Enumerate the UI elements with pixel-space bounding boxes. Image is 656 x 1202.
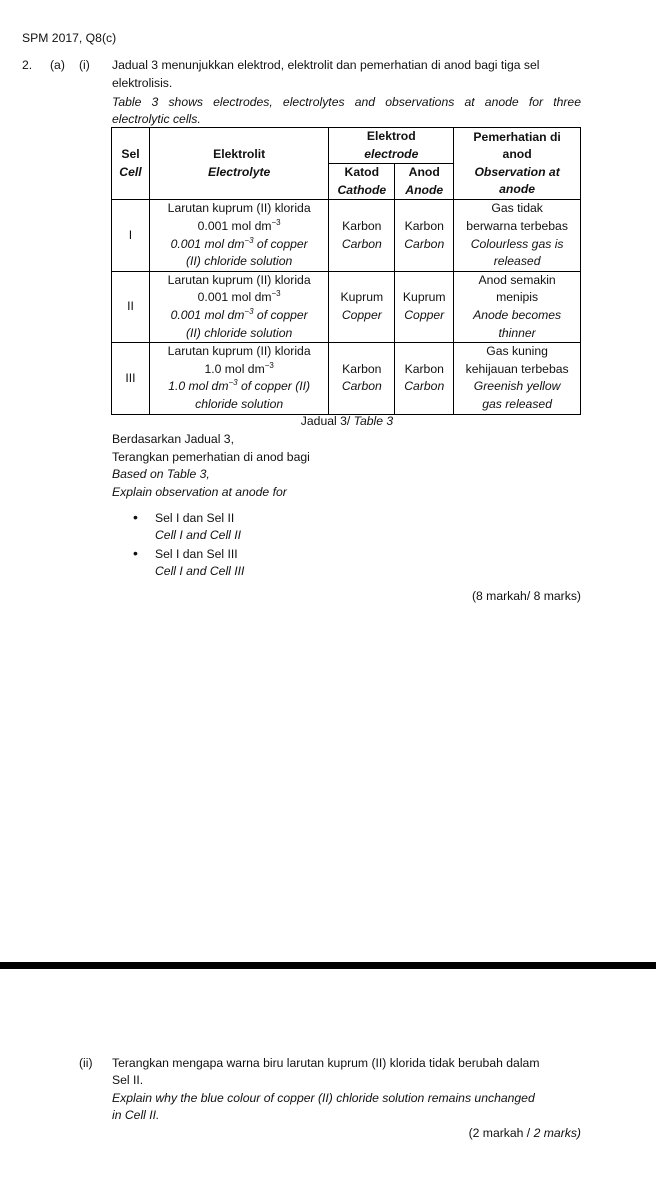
anode-cell: Karbon Carbon (395, 343, 454, 414)
header-electrolyte: Elektrolit Electrolyte (149, 128, 328, 200)
header-anode: Anod Anode (395, 164, 454, 200)
intro-en-line2: electrolytic cells. (112, 112, 201, 126)
part-ii-ms-1: Terangkan mengapa warna biru larutan kuprum (II) klorida tidak berubah dalam (112, 1056, 540, 1070)
observation-cell: Anod semakin menipis Anode becomes thinner (454, 271, 581, 342)
marks-a: (8 markah/ 8 marks) (471, 589, 581, 603)
cathode-cell: Karbon Carbon (329, 200, 395, 271)
bullet-1-en: Cell I and Cell II (155, 528, 242, 542)
part-ii-en-2: in Cell II. (112, 1108, 160, 1122)
table-row (112, 271, 581, 342)
bullet-icon: • (133, 545, 138, 561)
question-subpart: (i) (79, 58, 90, 72)
observation-cell: Gas tidak berwarna terbebas Colourless gas is released (454, 200, 581, 271)
part-ii-label: (ii) (79, 1056, 93, 1070)
page-divider (0, 962, 656, 969)
part-ii-en-1: Explain why the blue colour of copper (II) chloride solution remains unchanged (112, 1091, 535, 1105)
intro-ms-line1: Jadual 3 menunjukkan elektrod, elektrolit dan pemerhatian di anod bagi tiga sel (112, 58, 540, 72)
marks-ii: (2 markah / 2 marks) (468, 1126, 581, 1140)
table-caption: Jadual 3/ Table 3 (300, 414, 394, 428)
electrolyte-cell: Larutan kuprum (II) klorida 0.001 mol $dm^{-3}$ 0.001 mol $dm^{-3}$ of copper (II) chloride solution (149, 271, 328, 342)
cell-number: III (112, 343, 150, 414)
table-row (112, 200, 581, 271)
prompt-ms-1: Berdasarkan Jadual 3, (112, 432, 234, 446)
bullet-1-ms: Sel I dan Sel II (155, 511, 235, 525)
bullet-icon: • (133, 509, 138, 525)
table-row (112, 343, 581, 414)
header-cathode: Katod Cathode (329, 164, 395, 200)
intro-en-line1: Table 3 shows electrodes, electrolytes and observations at anode for three (112, 95, 581, 109)
intro-ms-line2: elektrolisis. (112, 76, 173, 90)
header-observation: Pemerhatian di anod Observation at anode (454, 128, 581, 200)
electrolyte-cell: Larutan kuprum (II) klorida 1.0 mol $dm^{-3}$ 1.0 mol $dm^{-3}$ of copper (II) chloride solution (149, 343, 328, 414)
question-part: (a) (50, 58, 65, 72)
bullet-2-ms: Sel I dan Sel III (155, 547, 238, 561)
part-ii-ms-2: Sel II. (112, 1073, 144, 1087)
prompt-en-2: Explain observation at anode for (112, 485, 287, 499)
cathode-cell: Kuprum Copper (329, 271, 395, 342)
electrolyte-cell: Larutan kuprum (II) klorida 0.001 mol $dm^{-3}$ 0.001 mol $dm^{-3}$ of copper (II) chloride solution (149, 200, 328, 271)
header-electrode: Elektrod electrode (329, 128, 454, 164)
electrolysis-table (111, 127, 581, 415)
prompt-en-1: Based on Table 3, (112, 467, 210, 481)
header-cell: Sel Cell (112, 128, 150, 200)
cell-number: I (112, 200, 150, 271)
bullet-2-en: Cell I and Cell III (155, 564, 245, 578)
cell-number: II (112, 271, 150, 342)
anode-cell: Karbon Carbon (395, 200, 454, 271)
cathode-cell: Karbon Carbon (329, 343, 395, 414)
observation-cell: Gas kuning kehijauan terbebas Greenish yellow gas released (454, 343, 581, 414)
prompt-ms-2: Terangkan pemerhatian di anod bagi (112, 450, 310, 464)
page-header: SPM 2017, Q8(c) (22, 31, 117, 45)
anode-cell: Kuprum Copper (395, 271, 454, 342)
question-number: 2. (22, 58, 33, 72)
